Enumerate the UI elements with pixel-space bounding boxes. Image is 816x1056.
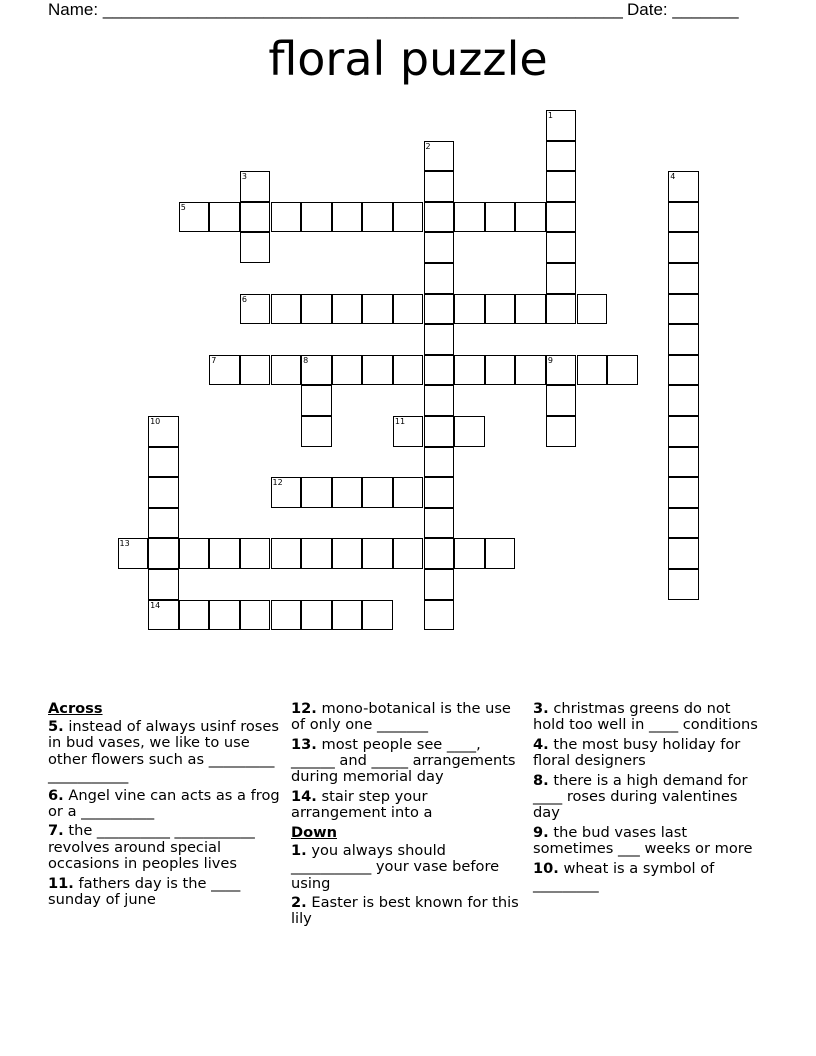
grid-cell[interactable]: [485, 294, 516, 325]
clue-number: 6: [241, 294, 247, 304]
grid-cell[interactable]: [301, 538, 332, 569]
grid-cell[interactable]: [393, 202, 424, 233]
grid-cell[interactable]: [546, 232, 577, 263]
grid-cell[interactable]: [424, 385, 455, 416]
grid-cell[interactable]: [301, 355, 332, 386]
grid-cell[interactable]: [485, 355, 516, 386]
clue-number: 9: [547, 355, 553, 365]
grid-cell[interactable]: [577, 294, 608, 325]
grid-cell[interactable]: [668, 385, 699, 416]
clue-number: 2: [425, 141, 431, 151]
grid-cell[interactable]: [179, 600, 210, 631]
grid-cell[interactable]: [424, 355, 455, 386]
grid-cell[interactable]: [301, 202, 332, 233]
grid-cell[interactable]: [362, 538, 393, 569]
grid-cell[interactable]: [179, 538, 210, 569]
grid-cell[interactable]: [240, 355, 271, 386]
date-blank[interactable]: _______: [672, 0, 739, 19]
clue-number: 7: [211, 355, 217, 365]
grid-cell[interactable]: [424, 447, 455, 478]
grid-cell[interactable]: [668, 477, 699, 508]
clue-down-4: 4. the most busy holiday for floral designers: [533, 735, 741, 770]
clue-across-13: 13. most people see ____, ______ and _____ arrangements during memorial day: [291, 735, 516, 786]
grid-cell[interactable]: [424, 294, 455, 325]
grid-cell[interactable]: [668, 294, 699, 325]
grid-cell[interactable]: [424, 141, 455, 172]
clue-across-11: 11. fathers day is the ____ sunday of june: [48, 874, 241, 908]
grid-cell[interactable]: [148, 477, 179, 508]
grid-cell[interactable]: [271, 202, 302, 233]
clue-number: 12: [272, 478, 283, 488]
grid-cell[interactable]: [515, 355, 546, 386]
clue-column-2: [291, 701, 523, 931]
grid-cell[interactable]: [546, 263, 577, 294]
grid-cell[interactable]: [240, 232, 271, 263]
grid-cell[interactable]: [393, 294, 424, 325]
clue-number: 10: [150, 417, 161, 426]
clue-across-7: 7. the __________ ___________ revolves around special occasions in peoples lives: [48, 822, 255, 872]
name-blank[interactable]: _______________________________________________________: [102, 0, 623, 19]
grid-cell[interactable]: [424, 508, 455, 539]
clue-across-14: 14. stair step your arrangement into a: [291, 788, 433, 822]
grid-cell[interactable]: [668, 232, 699, 263]
grid-cell[interactable]: [148, 569, 179, 600]
grid-cell[interactable]: [332, 477, 363, 508]
clue-number: 1: [547, 111, 553, 120]
grid-cell[interactable]: [148, 538, 179, 569]
grid-cell[interactable]: [209, 202, 240, 233]
grid-cell[interactable]: [668, 355, 699, 386]
grid-cell[interactable]: [362, 202, 393, 233]
grid-cell[interactable]: [240, 294, 271, 325]
grid-cell[interactable]: [607, 355, 638, 386]
clue-across-6: 6. Angel vine can acts as a frog or a __________: [48, 786, 280, 820]
grid-cell[interactable]: [393, 416, 424, 447]
clue-column-1: [48, 701, 280, 911]
grid-cell[interactable]: [668, 171, 699, 202]
grid-cell[interactable]: [393, 477, 424, 508]
grid-cell[interactable]: [271, 600, 302, 631]
grid-cell[interactable]: [148, 508, 179, 539]
grid-cell[interactable]: [393, 355, 424, 386]
grid-cell[interactable]: [454, 538, 485, 569]
date-label: Date:: [627, 0, 668, 19]
grid-cell[interactable]: [454, 416, 485, 447]
grid-cell[interactable]: [668, 508, 699, 539]
grid-cell[interactable]: [424, 202, 455, 233]
grid-cell[interactable]: [362, 600, 393, 631]
grid-cell[interactable]: [332, 294, 363, 325]
clue-down-10: 10. wheat is a symbol of _________: [533, 859, 715, 894]
grid-cell[interactable]: [668, 569, 699, 600]
down-heading: Down: [291, 823, 338, 841]
clue-down-1: 1. you always should ___________ your vase before using: [291, 842, 500, 892]
clue-down-8: 8. there is a high demand for ____ roses during valentines day: [533, 771, 748, 822]
grid-cell[interactable]: [454, 294, 485, 325]
grid-cell[interactable]: [424, 477, 455, 508]
grid-cell[interactable]: [301, 600, 332, 631]
grid-cell[interactable]: [546, 141, 577, 172]
grid-cell[interactable]: [332, 355, 363, 386]
clue-number: 11: [394, 417, 406, 426]
clue-column-3: [533, 701, 765, 897]
grid-cell[interactable]: [362, 477, 393, 508]
clue-across-5: 5. instead of always usinf roses in bud vases, we like to use other flowers such as _________ ___________: [48, 718, 279, 784]
grid-cell[interactable]: [424, 171, 455, 202]
grid-cell[interactable]: [148, 416, 179, 447]
grid-cell[interactable]: [271, 294, 302, 325]
grid-cell[interactable]: [424, 324, 455, 355]
clue-number: 14: [150, 600, 161, 610]
clue-number: 13: [119, 539, 130, 549]
clue-down-2: 2. Easter is best known for this lily: [291, 894, 519, 928]
grid-cell[interactable]: [577, 355, 608, 386]
grid-cell[interactable]: [301, 385, 332, 416]
grid-cell[interactable]: [271, 355, 302, 386]
clue-number: 5: [180, 202, 186, 212]
grid-cell[interactable]: [454, 355, 485, 386]
grid-cell[interactable]: [546, 110, 577, 141]
grid-cell[interactable]: [546, 385, 577, 416]
clue-down-3: 3. christmas greens do not hold too well in ____ conditions: [533, 700, 758, 734]
grid-cell[interactable]: [240, 600, 271, 631]
grid-cell[interactable]: [240, 171, 271, 202]
grid-cell[interactable]: [209, 600, 240, 631]
grid-cell[interactable]: [485, 538, 516, 569]
clue-down-9: 9. the bud vases last sometimes ___ weeks or more: [533, 823, 753, 858]
grid-cell[interactable]: [148, 447, 179, 478]
grid-cell[interactable]: [668, 324, 699, 355]
grid-cell[interactable]: [546, 416, 577, 447]
grid-cell[interactable]: [332, 600, 363, 631]
grid-cell[interactable]: [301, 294, 332, 325]
grid-cell[interactable]: [271, 477, 302, 508]
across-heading: Across: [48, 700, 103, 717]
grid-cell[interactable]: [668, 447, 699, 478]
grid-cell[interactable]: [424, 232, 455, 263]
clue-number: 4: [670, 172, 676, 182]
grid-cell[interactable]: [424, 569, 455, 600]
grid-cell[interactable]: [362, 355, 393, 386]
grid-cell[interactable]: [393, 538, 424, 569]
grid-cell[interactable]: [485, 202, 516, 233]
grid-cell[interactable]: [424, 600, 455, 631]
grid-cell[interactable]: [546, 355, 577, 386]
grid-cell[interactable]: [301, 477, 332, 508]
grid-cell[interactable]: [179, 202, 210, 233]
grid-cell[interactable]: [668, 263, 699, 294]
grid-cell[interactable]: [332, 538, 363, 569]
clue-number: 3: [241, 172, 247, 182]
grid-cell[interactable]: [424, 416, 455, 447]
grid-cell[interactable]: [668, 416, 699, 447]
name-label: Name:: [48, 0, 99, 19]
grid-cell[interactable]: [546, 171, 577, 202]
grid-cell[interactable]: [148, 600, 179, 631]
grid-cell[interactable]: [362, 294, 393, 325]
grid-cell[interactable]: [424, 538, 455, 569]
clue-number: 8: [303, 355, 309, 365]
grid-cell[interactable]: [240, 202, 271, 233]
grid-cell[interactable]: [424, 263, 455, 294]
grid-cell[interactable]: [454, 202, 485, 233]
grid-cell[interactable]: [668, 202, 699, 233]
grid-cell[interactable]: [332, 202, 363, 233]
clue-across-12: 12. mono-botanical is the use of only one _______: [291, 700, 511, 734]
grid-cell[interactable]: [118, 538, 149, 569]
grid-cell[interactable]: [240, 538, 271, 569]
grid-cell[interactable]: [515, 202, 546, 233]
grid-cell[interactable]: [209, 355, 240, 386]
grid-cell[interactable]: [209, 538, 240, 569]
grid-cell[interactable]: [546, 202, 577, 233]
grid-cell[interactable]: [546, 294, 577, 325]
grid-cell[interactable]: [668, 538, 699, 569]
grid-cell[interactable]: [301, 416, 332, 447]
grid-cell[interactable]: [271, 538, 302, 569]
puzzle-title: floral puzzle: [268, 32, 548, 86]
grid-cell[interactable]: [515, 294, 546, 325]
